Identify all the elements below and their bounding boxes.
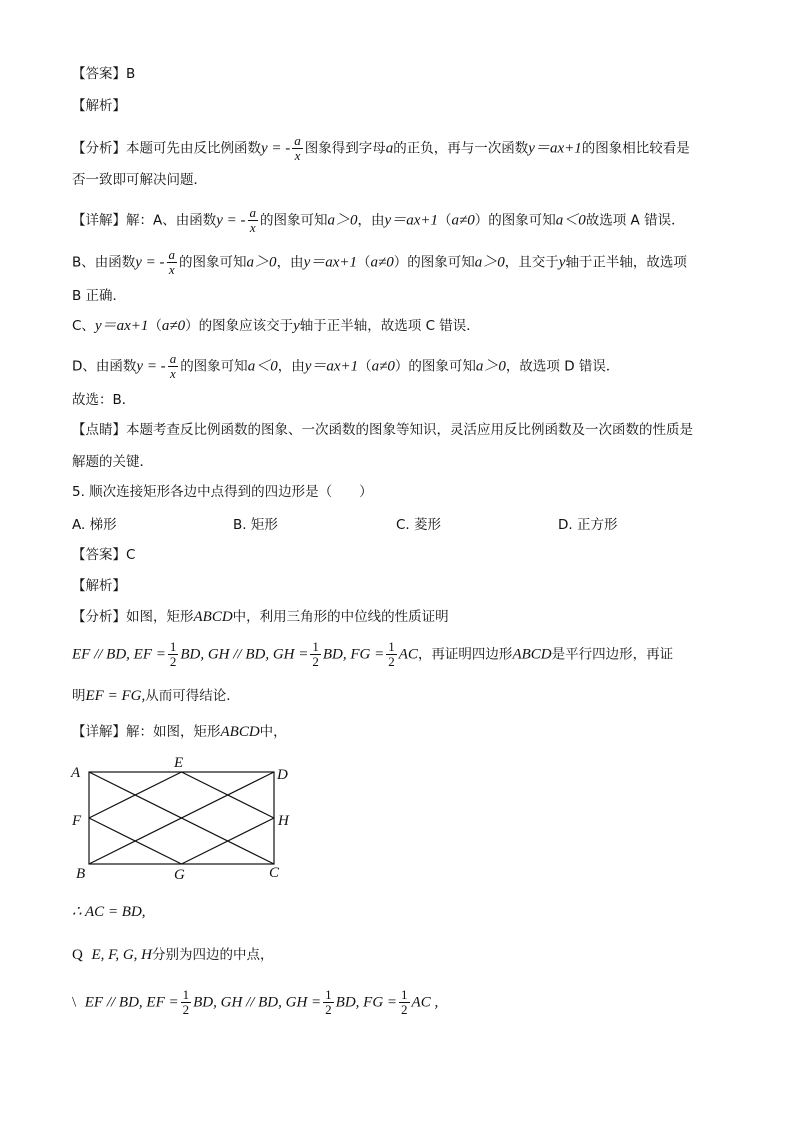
option-c: C. 菱形 [396,517,442,533]
step-midline-equation: \ EF // BD, EF = $\frac{1}{2}$ BD, GH // BD, GH = $\frac{1}{2}$ BD, FG = $\frac{1}{2}$ AC , [72,987,439,1017]
step-ac-eq-bd: ∴ AC = BD, [72,904,146,920]
label-d: D [277,767,288,783]
xiangjie-q4-a: 【详解】解：A、由函数y = - $\frac{a}{x}$ 的图象可知a＞0，由y＝ax+1（a≠0）的图象可知a＜0故选项 A 错误． [72,205,685,235]
option-d: D. 正方形 [558,517,618,533]
option-b-line2: B 正确． [72,288,127,304]
analysis-label-q4: 【解析】 [72,98,126,114]
xiangjie-q5: 【详解】解：如图，矩形ABCD中， [72,724,287,740]
option-b: B. 矩形 [233,517,278,533]
fenxi-q4-line2: 否一致即可解决问题． [72,172,207,188]
option-d-analysis: D、由函数y = - $\frac{a}{x}$ 的图象可知a＜0，由y＝ax+1（a≠0）的图象可知a＞0，故选项 D 错误． [72,351,620,381]
dianjing-line1: 【点睛】本题考查反比例函数的图象、一次函数的图象等知识，灵活应用反比例函数及一次函数的性质是 [72,422,693,438]
label-c: C [269,865,280,881]
step-midpoints: Q E, F, G, H分别为四边的中点， [72,947,274,963]
label-e: E [174,755,184,771]
fenxi-q5-line1: 【分析】如图，矩形ABCD中，利用三角形的中位线的性质证明 [72,609,449,625]
answer-label-q4: 【答案】B [72,66,136,82]
option-c-analysis: C、y＝ax+1（a≠0）的图象应该交于y轴于正半轴，故选项 C 错误． [72,318,480,334]
label-b: B [76,866,86,882]
option-b-analysis: B、由函数y = - $\frac{a}{x}$ 的图象可知a＞0，由y＝ax+1（a≠0）的图象可知a＞0，且交于y轴于正半轴，故选项 [72,247,687,277]
label-a: A [71,765,81,781]
label-h: H [278,813,289,829]
answer-label-q5: 【答案】C [72,547,136,563]
rectangle-midpoint-figure [64,752,304,887]
analysis-label-q5: 【解析】 [72,578,126,594]
fraction-a-over-x: $\frac{a}{x}$ [294,133,301,163]
fenxi-q5-equation: EF // BD, EF = $\frac{1}{2}$ BD, GH // BD, GH = $\frac{1}{2}$ BD, FG = $\frac{1}{2}$ AC，再证明四边形ABCD是平行四边形，再证 [72,639,674,669]
option-a: A. 梯形 [72,517,117,533]
label-g: G [174,867,185,883]
question-5-stem: 5. 顺次连接矩形各边中点得到的四边形是（ ） [72,484,373,500]
choose-answer: 故选：B． [72,392,136,408]
fenxi-q5-line3: 明EF = FG,从而可得结论． [72,688,240,704]
dianjing-line2: 解题的关键． [72,454,153,470]
fenxi-q4-line1: 【分析】本题可先由反比例函数y = - $\frac{a}{x}$ 图象得到字母a的正负，再与一次函数y＝ax+1的图象相比较看是 [72,133,690,163]
label-f: F [72,813,82,829]
